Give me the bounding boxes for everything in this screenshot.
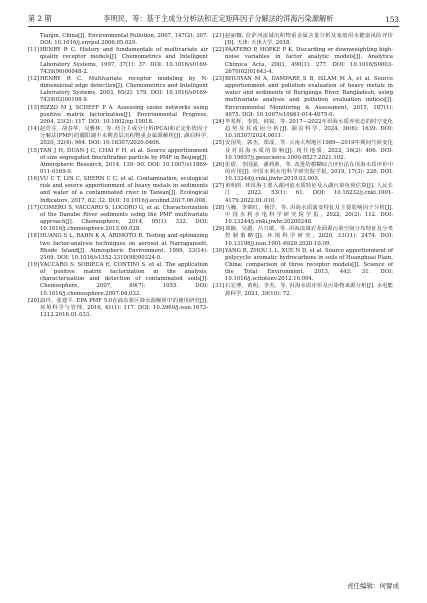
reference-number: [30]	[213, 247, 224, 254]
reference-number: [26]	[213, 161, 224, 168]
reference-column-left	[28, 33, 208, 319]
reference-text: 赵晋芬，胡春华，吴雅林，等. 结合主成分分析(PCA)和正定矩阵因子分解法(PMF)的鄱阳湖丰水期表层沉积物重金属源解析[J]. 湖泊科学, 2020, 32(4): 964. DOI: 10.18307/2020.0406.	[40, 126, 208, 147]
reference-number: [15]	[28, 147, 39, 154]
reference-item	[28, 262, 208, 298]
reference-text: COMERO S, VACCARO S, LOCORO G, et al. Characterization of the Danube River sediments using the PMF multivariate approach[J]. Chemosphere, 2014, 95(1): 332. DOI: 10.1016/j.chemosphere.2013.09.028.	[40, 204, 208, 233]
reference-text: HENRY R C. History and fundamentals of multivariate air quality receptor models[J]. Chemometrics and Intelligent Laboratory Systems, 1997, 37(1): 37. DOI: 10.1016/s0169-7439(96)00048-2.	[40, 47, 208, 75]
reference-number: [23]	[213, 75, 224, 82]
reference-item	[28, 105, 208, 126]
reference-item	[28, 148, 208, 177]
reference-number: [17]	[28, 204, 39, 211]
reference-number: [16]	[28, 176, 39, 183]
reference-number: [12]	[28, 75, 39, 82]
reference-list-left	[28, 47, 208, 319]
reference-list-right	[213, 33, 393, 298]
responsible-editor: 责任编辑：何譬成	[347, 582, 399, 590]
reference-number: [20]	[28, 297, 39, 304]
reference-continuation: Tianjin, China[J]. Environmental Pollution, 2007, 147(2): 307. DOI: 10.1016/j.envpol.2006.05.029.	[40, 33, 208, 47]
reference-item	[28, 76, 208, 105]
reference-number: [18]	[28, 233, 39, 240]
reference-text: PAATERO P, HOPKE P K. Discarding or downweighting high-noise variables in factor analytic models[J]. Analytica Chimica Acta, 2003, 490(1): 277. DOI: 10.1016/S0003-2670(02)01643-4.	[225, 47, 393, 75]
reference-item	[28, 205, 208, 234]
reference-number: [29]	[213, 226, 224, 233]
reference-column-right	[213, 33, 393, 298]
reference-item	[213, 226, 393, 247]
reference-item	[28, 233, 208, 262]
reference-item	[28, 176, 208, 205]
reference-item	[213, 47, 393, 76]
reference-number: [11]	[28, 47, 39, 54]
reference-text: VACCARO S, SOBIECA E, CONTINI S, et al. The application of positive matrix factorization in the analysis, characterisation and detection of contaminated soils[J]. Chemosphere, 2007, 69(7): 1055. DOI: 10.1016/j.chemosphere.2007.04.032.	[40, 262, 208, 297]
reference-text: 石宏博，黄明，李杰，等. 洱海水质评价及污染物来源分析[J]. 水电能源科学, 2021, 39(10): 72.	[225, 283, 393, 297]
issue-number: 第 2 期	[28, 14, 52, 23]
reference-text: 毕兆辉，李锐，韩锐，等. 2017—2022年洱海水质养状态的时空变化趋势及其成因分析[J]. 湖泊科学, 2024, 36(6): 1639. DOI: 10.18307/2024.0611.	[225, 118, 393, 140]
reference-item	[213, 183, 393, 204]
reference-item	[28, 298, 208, 319]
reference-number: [27]	[213, 183, 224, 190]
reference-text: 赵丽娜. 拉萨河流域沉积物重金属含量分析及家庭用水健康风险评价[D]. 天津: 天津大学, 2018.	[225, 33, 393, 47]
reference-item	[213, 205, 393, 226]
reference-text: 安国英，郭杰，郑成，等. 云南大理地区1989—2019年期间气候变化及对洱海水质的影响[J]. 现代地质, 2022, 36(2): 406. DOI: 10.19657/j.geoscience.1000-8527.2021.102.	[225, 140, 393, 161]
reference-text: HUANG S L, RAHN K A, ARIMOTO R. Testing and optimizing two factor-analysis techniques on aerosol at Narragansett, Rhode Island[J]. Atmospheric Environment, 1999, 33(14): 2169. DOI: 10.1016/s1352-2310(98)00324-0.	[40, 233, 208, 261]
running-header	[28, 10, 399, 27]
reference-text: 张倩，李国强，潘莉莉，等. 改进的模糊综合评价法在洱海水质评价中的应用[J]. 中国水利水电科学研究院学报, 2019, 17(3): 226. DOI: 10.13244/j.cnki.jiwhr.2019.03.009.	[225, 161, 393, 183]
reference-number: [22]	[213, 47, 224, 54]
reference-item	[213, 119, 393, 140]
reference-number: [28]	[213, 204, 224, 211]
reference-number: [19]	[28, 262, 39, 268]
reference-text: BHUIYAN M A, DAMPARE S B, ISLAM M A, et al. Source apportionment and pollution evaluation of heavy metals in water and sediments of Buriganga River, Bangladesh, using multivariate analysis and pollution evaluation indices[J]. Environmental Monitoring & Assessment, 2015, 187(1): 4075. DOI: 10.1007/s10661-014-4075-0.	[225, 75, 393, 118]
reference-number: [25]	[213, 140, 224, 147]
page-number: 153	[385, 15, 399, 24]
reference-item	[213, 76, 393, 119]
reference-text: 马巍，李锦红，杨洋，等. 洱海水质演变特征及主要影响因子分析[J]. 中国水利水电科学研究院学报, 2022, 20(2): 112. DOI: 10.13244/j.cnki.jiwhr.20200248.	[225, 204, 393, 226]
reference-number: [24]	[213, 118, 224, 125]
reference-text: RIZZO M J, SCHEFF P A. Assessing ozone networks using positive matrix factorization[J]. Environmental Progress, 2004, 23(2): 117. DOI: 10.1002/ep.10018.	[40, 104, 208, 125]
reference-item	[213, 162, 393, 183]
reference-item	[28, 47, 208, 76]
reference-number: [21]	[213, 33, 224, 39]
reference-number: [31]	[213, 283, 224, 290]
running-title: 李明民，等：基于主成分分析法和正定矩阵因子分解法的洱海污染源解析	[103, 14, 334, 23]
reference-item	[213, 248, 393, 284]
reference-text: VU C T, LIN C, SHERN C C, et al. Contamination, ecological risk and source apportionment of heavy metals in sediments and water of a contaminated river in Taiwan[J]. Ecological Indicators, 2017, 82: 32. DOI: 10.1016/j.ecolind.2017.06.008.	[40, 176, 208, 204]
reference-item	[28, 126, 208, 147]
reference-number: [13]	[28, 104, 39, 111]
reference-text: 黄明雨. 环洱海主要入湖河流水质特征及入湖污染负荷估算[J]. 人民长江, 2022, 53(1): 61. DOI: 10.16232/j.cnki.1001-4179.2022.01.010.	[225, 183, 393, 204]
reference-text: HENRY R C. Multivariate receptor modeling by N-dimensional edge detection[J]. Chemometrics and Intelligent Laboratory Systems, 2003, 65(2): 179. DOI: 10.1016/s0169-7439(02)00108-9.	[40, 75, 208, 104]
reference-number: [14]	[28, 126, 39, 133]
reference-text: 温玲，张建平. EPA PMF 5.0在浦东新区降水源解析中的使用研究[J]. 环境科学与管理, 2016, 41(1): 117. DOI: 10.3969/j.issn.1673-1212.2016.01.033.	[40, 297, 208, 319]
reference-item	[213, 140, 393, 161]
reference-item	[213, 33, 393, 47]
reference-item	[213, 283, 393, 297]
reference-text: YANG B, ZHOU L L, XUE N D, et al. Source apportionment of polycyclic aromatic hydrocarbons in soils of Huanghuai Plain, China: comparison of three receptor models[J]. Science of the Total Environment, 2013, 443: 31. DOI: 10.1016/j.scitotenv.2012.10.094.	[225, 247, 393, 283]
reference-text: TAN J H, DUAN J C, CHAI F H, et al. Source apportionment of size segregated fine/ultrafine particle by PMF in Beijing[J]. Atmospheric Research, 2014, 139: 90. DOI: 10.1007/s11869-011-0169-9.	[40, 147, 208, 175]
reference-text: 项颖，吴越，吕兴敏，等. 洱海流域农业面源污染空间分布特征及分类控制策略[J]. 环境科学研究, 2020, 33(11): 2474. DOI: 10.13198/j.issn.1001-6929.2020.10.09.	[225, 226, 393, 247]
